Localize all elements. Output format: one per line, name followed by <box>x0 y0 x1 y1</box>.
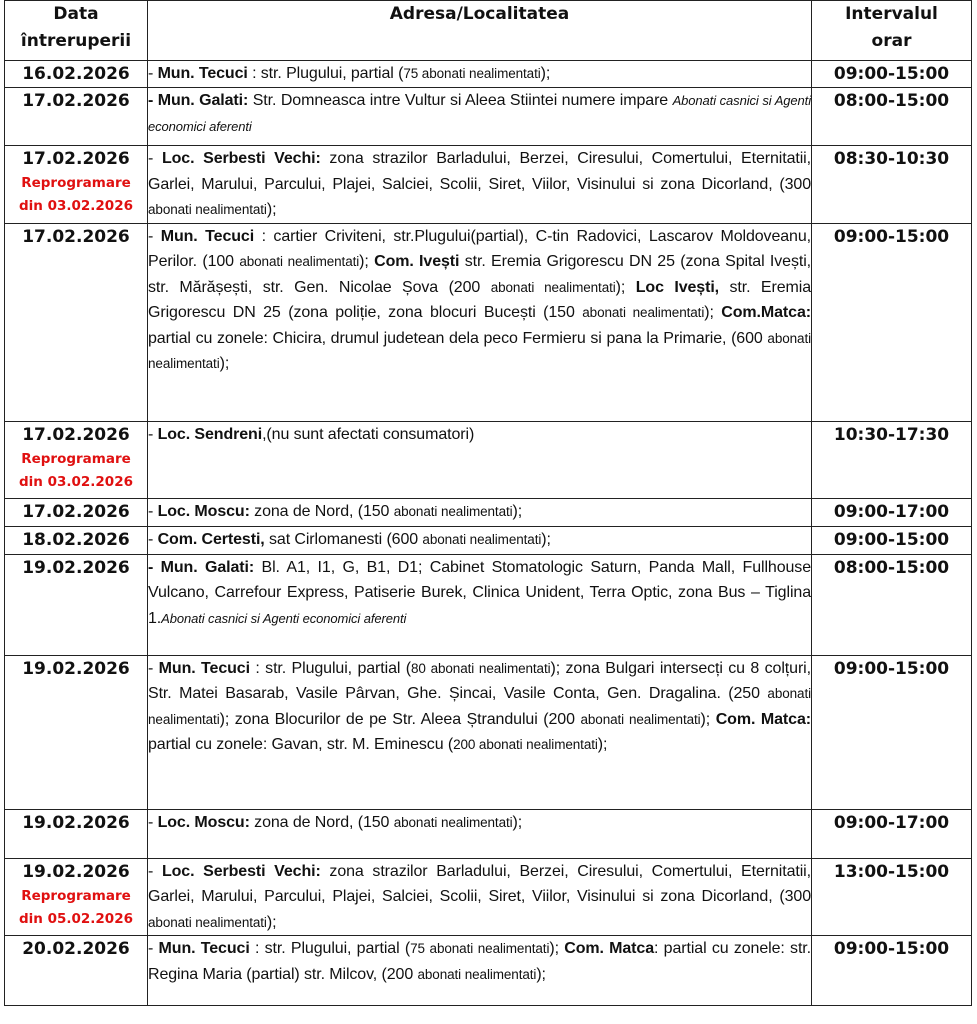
outage-date: 17.02.2026 <box>22 149 130 169</box>
table-row <box>5 88 972 146</box>
header-interval <box>812 1 972 61</box>
address-text: ); <box>219 355 230 372</box>
locality-name: Com.Matca: <box>721 304 811 321</box>
address-text: abonati nealimentati <box>148 330 811 371</box>
reschedule-note: din 03.02.2026 <box>18 473 133 490</box>
address-text: partial cu zonele: Gavan, str. M. Eminescu ( <box>148 736 454 753</box>
time-interval: 09:00-17:00 <box>833 812 950 833</box>
address-text: Str. Domneasca intre Vultur si Aleea Stiintei numere impare <box>248 92 673 109</box>
cell-date <box>5 809 148 858</box>
table-row <box>5 526 972 554</box>
cell-address <box>148 655 812 809</box>
time-interval: 08:00-15:00 <box>833 557 950 578</box>
address-text: : str. Plugului, partial ( <box>249 659 412 677</box>
cell-date <box>5 498 148 526</box>
consumer-type-note: Abonati casnici si Agenti economici aferenti <box>161 610 407 626</box>
address-text: abonati nealimentati <box>239 254 360 269</box>
time-interval: 09:00-15:00 <box>833 658 950 679</box>
table-row <box>5 223 972 421</box>
reschedule-note: din 03.02.2026 <box>18 198 133 214</box>
address-text: sat Cirlomanesti (600 <box>264 530 423 548</box>
header-date-line1: Data <box>53 4 99 24</box>
address-text: - <box>148 940 159 957</box>
header-interval-line1: Intervalul <box>845 4 938 24</box>
cell-interval <box>812 655 972 809</box>
locality-name: - Mun. Galati: <box>148 92 249 109</box>
address-text: partial cu zonele: Chicira, drumul judetean dela peco Fermieru si pana la Primarie, (600 <box>148 329 768 347</box>
cell-interval <box>812 858 972 936</box>
cell-date <box>5 526 148 554</box>
outage-schedule-table <box>4 0 972 1006</box>
outage-date: 17.02.2026 <box>22 501 130 522</box>
cell-interval <box>812 146 972 224</box>
address-text: - <box>148 530 158 548</box>
cell-interval <box>812 61 972 88</box>
cell-address <box>148 88 812 146</box>
outage-date: 17.02.2026 <box>22 424 130 445</box>
cell-interval <box>812 936 972 1006</box>
header-date-line2: întreruperii <box>20 31 132 51</box>
cell-address <box>148 858 812 936</box>
cell-date <box>5 936 148 1006</box>
cell-address <box>148 498 812 526</box>
address-text: 200 abonati nealimentati <box>453 737 598 752</box>
address-text: zona strazilor Barladului, Berzei, Ciresului, Comertului, Eternitatii, Garlei, Marului, Parcului, Plajei, Salciei, Scolii, Siret, Viilor, Visinului si zona Dicorland, (300 <box>148 150 811 193</box>
locality-name: Com. Matca: <box>715 710 811 728</box>
address-text: - <box>148 65 158 82</box>
address-text: ); zona Blocurilor de pe Str. Aleea Ștrandului (200 <box>219 710 581 728</box>
cell-date <box>5 88 148 146</box>
header-interval-line2: orar <box>871 31 912 51</box>
cell-address <box>148 61 812 88</box>
cell-date <box>5 61 148 88</box>
address-text: abonati nealimentati <box>580 711 701 727</box>
cell-interval <box>812 526 972 554</box>
outage-date: 19.02.2026 <box>22 861 130 882</box>
reschedule-note: Reprogramare <box>21 887 131 904</box>
locality-name: Com. Ivești <box>374 253 460 270</box>
address-text: ); <box>536 965 546 983</box>
reschedule-note: Reprogramare <box>21 175 131 191</box>
address-text: ); <box>512 813 523 831</box>
header-date <box>5 1 148 61</box>
table-row <box>5 421 972 498</box>
time-interval: 09:00-17:00 <box>833 501 950 522</box>
outage-date: 19.02.2026 <box>22 658 130 679</box>
cell-interval <box>812 421 972 498</box>
locality-name: - Mun. Galati: <box>148 558 255 576</box>
cell-date <box>5 858 148 936</box>
address-text: abonati nealimentati <box>422 531 542 547</box>
address-text: abonati nealimentati <box>148 202 267 217</box>
address-text: ); <box>266 913 277 931</box>
address-text: zona de Nord, (150 <box>249 813 394 831</box>
address-text: : cartier Criviteni, str.Plugului(partial), C-tin Radovici, Lascarov Moldoveanu, Perilor. (100 <box>148 227 811 270</box>
table-row <box>5 554 972 655</box>
cell-address <box>148 223 812 421</box>
cell-interval <box>812 554 972 655</box>
address-text: - <box>148 425 158 443</box>
locality-name: Mun. Tecuci <box>157 65 248 82</box>
locality-name: Mun. Tecuci <box>158 659 250 677</box>
reschedule-note: Reprogramare <box>21 450 131 467</box>
table-body <box>5 61 972 1006</box>
time-interval: 09:00-15:00 <box>833 529 950 550</box>
table-row <box>5 858 972 936</box>
address-text: - <box>148 502 158 520</box>
outage-date: 19.02.2026 <box>22 557 130 578</box>
time-interval: 08:30-10:30 <box>833 149 950 169</box>
address-text: - <box>148 813 158 831</box>
cell-date <box>5 554 148 655</box>
address-text: abonati nealimentati <box>417 966 537 982</box>
locality-name: Loc. Moscu: <box>157 502 250 520</box>
locality-name: Loc. Serbesti Vechi: <box>161 150 321 167</box>
address-text: ); <box>512 502 523 520</box>
outage-date: 20.02.2026 <box>22 939 130 959</box>
cell-interval <box>812 809 972 858</box>
table-row <box>5 936 972 1006</box>
table-row <box>5 809 972 858</box>
address-text: ); <box>359 253 375 270</box>
table-row <box>5 61 972 88</box>
time-interval: 08:00-15:00 <box>833 91 950 111</box>
header-address <box>148 1 812 61</box>
cell-address <box>148 526 812 554</box>
table-row <box>5 655 972 809</box>
cell-date <box>5 146 148 224</box>
time-interval: 10:30-17:30 <box>833 424 950 445</box>
address-text: ,(nu sunt afectati consumatori) <box>262 425 475 443</box>
address-text: - <box>148 659 159 677</box>
address-text: 80 abonati nealimentati <box>411 660 551 676</box>
address-text: abonati nealimentati <box>148 686 811 727</box>
outage-date: 19.02.2026 <box>22 812 130 833</box>
time-interval: 09:00-15:00 <box>833 226 950 247</box>
time-interval: 13:00-15:00 <box>833 861 950 882</box>
time-interval: 09:00-15:00 <box>833 64 950 84</box>
address-text: ); <box>549 940 565 957</box>
outage-date: 17.02.2026 <box>22 91 130 111</box>
address-text: : partial cu zonele: str. Regina Maria (partial) str. Milcov, (200 <box>148 940 811 983</box>
locality-name: Com. Matca <box>564 940 654 957</box>
cell-interval <box>812 223 972 421</box>
address-text: abonati nealimentati <box>582 305 705 320</box>
cell-address <box>148 421 812 498</box>
address-text: ); <box>540 65 551 82</box>
address-text: Bl. A1, I1, G, B1, D1; Cabinet Stomatologic Saturn, Panda Mall, Fullhouse Vulcano, Carrefour Express, Patiserie Burek, Clinica Unident, Terra Optic, zona Bus – Tiglina 1. <box>148 558 811 627</box>
cell-date <box>5 655 148 809</box>
locality-name: Loc. Serbesti Vechi: <box>161 862 321 880</box>
outage-date: 17.02.2026 <box>22 226 130 247</box>
locality-name: Mun. Tecuci <box>158 940 250 957</box>
address-text: abonati nealimentati <box>393 814 513 830</box>
address-text: - <box>148 150 162 167</box>
locality-name: Loc Ivești, <box>635 278 720 296</box>
address-text: : str. Plugului, partial ( <box>249 940 411 957</box>
address-text: ); zona Bulgari intersecți cu 8 colțuri, Str. Matei Basarab, Vasile Pârvan, Ghe. Șincai, Vasile Conta, Gen. Dragalina. (250 <box>148 659 811 702</box>
cell-date <box>5 421 148 498</box>
address-text: zona de Nord, (150 <box>249 502 394 520</box>
cell-address <box>148 809 812 858</box>
address-text: ); <box>704 304 722 321</box>
reschedule-note: din 05.02.2026 <box>18 910 133 927</box>
time-interval: 09:00-15:00 <box>833 939 950 959</box>
cell-interval <box>812 498 972 526</box>
address-text: - <box>148 862 162 880</box>
address-text: abonati nealimentati <box>148 914 267 930</box>
address-text: ); <box>615 278 636 296</box>
cell-address <box>148 146 812 224</box>
cell-address <box>148 554 812 655</box>
locality-name: Com. Certesti, <box>157 530 265 548</box>
address-text: str. Eremia Grigorescu DN 25 (zona Spital Ivești, str. Mărășești, str. Gen. Nicolae Șova (200 <box>148 253 811 296</box>
address-text: ); <box>266 201 277 218</box>
address-text: ); <box>700 710 716 728</box>
table-row <box>5 498 972 526</box>
cell-date <box>5 223 148 421</box>
outage-date: 18.02.2026 <box>22 529 130 550</box>
locality-name: Loc. Moscu: <box>157 813 250 831</box>
address-text: ); <box>597 736 608 753</box>
address-text: str. Eremia Grigorescu DN 25 (zona poliție, zona blocuri Bucești (150 <box>148 278 812 321</box>
locality-name: Mun. Tecuci <box>160 227 255 245</box>
cell-address <box>148 936 812 1006</box>
outage-date: 16.02.2026 <box>22 64 130 84</box>
address-text: abonati nealimentati <box>393 503 513 519</box>
table-header-row <box>5 1 972 61</box>
cell-interval <box>812 88 972 146</box>
table-row <box>5 146 972 224</box>
address-text: 75 abonati nealimentati <box>410 941 550 956</box>
address-text: 75 abonati nealimentati <box>403 66 541 81</box>
address-text: ); <box>541 530 551 548</box>
address-text: : str. Plugului, partial ( <box>247 65 404 82</box>
header-address-label: Adresa/Localitatea <box>389 4 570 24</box>
consumer-type-note: Abonati casnici si Agenti economici aferenti <box>148 93 811 134</box>
address-text: abonati nealimentati <box>490 279 616 295</box>
locality-name: Loc. Sendreni <box>157 425 263 443</box>
address-text: zona strazilor Barladului, Berzei, Ciresului, Comertului, Eternitatii, Garlei, Marului, Parcului, Plajei, Salciei, Scolii, Siret, Viilor, Visinului si zona Dicorland, (300 <box>148 862 811 905</box>
address-text: - <box>148 227 161 245</box>
